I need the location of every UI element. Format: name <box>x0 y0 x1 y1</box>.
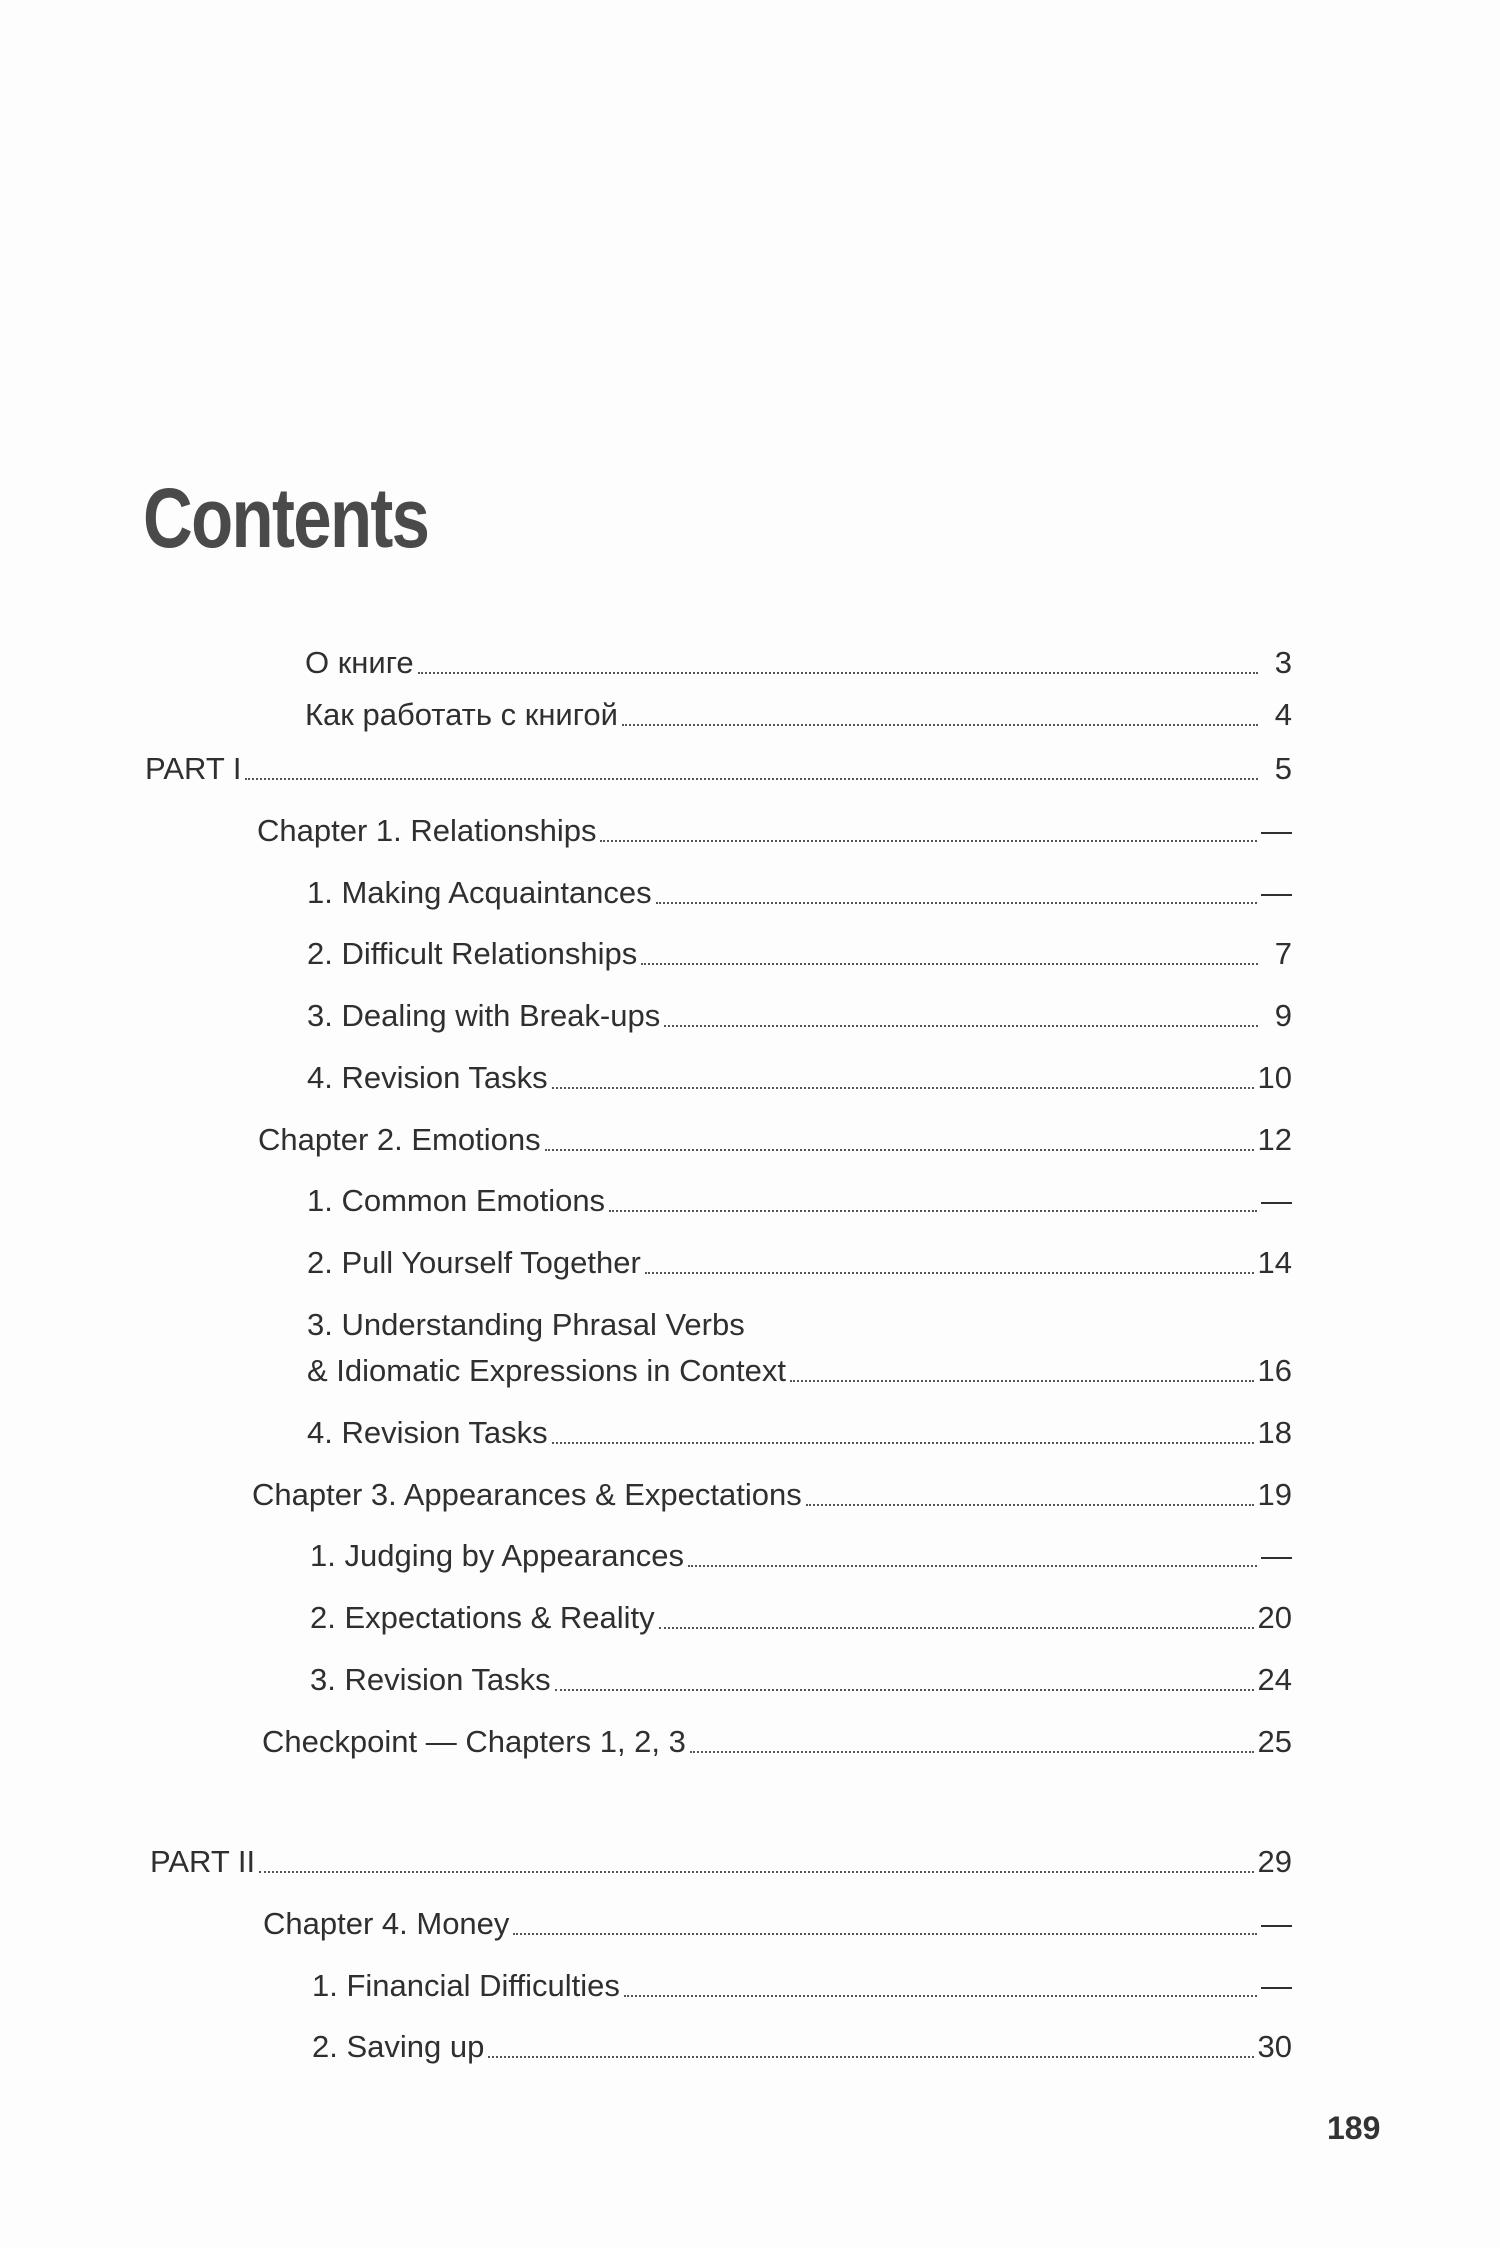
toc-entry-page: — <box>1261 875 1292 910</box>
toc-entry <box>307 1414 1292 1452</box>
dot-leader <box>688 1565 1257 1567</box>
toc-entry-page: 20 <box>1257 1600 1292 1635</box>
toc-entry-page: 14 <box>1257 1245 1292 1280</box>
toc-entry-page: 16 <box>1257 1353 1292 1388</box>
toc-entry-label: 2. Saving up <box>312 2029 485 2064</box>
toc-entry-label: 2. Expectations & Reality <box>310 1600 655 1635</box>
dot-leader <box>624 1995 1257 1997</box>
toc-entry-label: 1. Making Acquaintances <box>307 875 652 910</box>
dot-leader <box>645 1272 1254 1274</box>
toc-entry <box>310 1661 1292 1699</box>
toc-entry-page: 19 <box>1257 1477 1292 1512</box>
toc-entry-part <box>145 750 1292 788</box>
toc-entry-label: Как работать с книгой <box>305 697 618 732</box>
toc-entry-checkpoint <box>262 1723 1292 1761</box>
toc-entry-label: 4. Revision Tasks <box>307 1060 548 1095</box>
dot-leader <box>259 1871 1253 1873</box>
toc-entry-label: О книге <box>305 645 414 680</box>
toc-entry-page: 29 <box>1257 1844 1292 1879</box>
toc-entry-label: Chapter 4. Money <box>263 1906 510 1941</box>
dot-leader <box>552 1442 1254 1444</box>
toc-entry-page: 5 <box>1274 751 1292 786</box>
toc-entry-page: 10 <box>1257 1060 1292 1095</box>
toc-entry <box>310 1599 1292 1637</box>
toc-entry-page: 24 <box>1257 1662 1292 1697</box>
dot-leader <box>600 840 1257 842</box>
toc-entry-page: 4 <box>1274 697 1292 732</box>
toc-entry-page: 30 <box>1257 2029 1292 2064</box>
toc-entry <box>307 1352 1292 1390</box>
toc-entry <box>307 1182 1292 1220</box>
dot-leader <box>418 672 1258 674</box>
toc-entry-label: PART II <box>150 1844 256 1879</box>
toc-entry-page: 7 <box>1274 936 1292 971</box>
toc-entry <box>305 644 1292 682</box>
toc-entry-page: 12 <box>1257 1122 1292 1157</box>
toc-entry-label: PART I <box>145 751 242 786</box>
toc-entry <box>312 2028 1292 2066</box>
toc-entry <box>307 1059 1292 1097</box>
toc-entry-page: — <box>1261 1538 1292 1573</box>
toc-entry-page: — <box>1261 813 1292 848</box>
toc-entry-label: Chapter 1. Relationships <box>257 813 597 848</box>
toc-entry-label: 2. Pull Yourself Together <box>307 1245 641 1280</box>
toc-entry-label-line1: 3. Understanding Phrasal Verbs <box>307 1307 745 1342</box>
toc-entry-page: — <box>1261 1183 1292 1218</box>
dot-leader <box>690 1751 1254 1753</box>
dot-leader <box>513 1933 1257 1935</box>
dot-leader <box>609 1210 1257 1212</box>
toc-entry-chapter <box>252 1476 1292 1514</box>
page-title: Contents <box>143 471 429 565</box>
dot-leader <box>552 1087 1254 1089</box>
dot-leader <box>664 1025 1258 1027</box>
toc-entry-label: 2. Difficult Relationships <box>307 936 638 971</box>
toc-entry <box>310 1537 1292 1575</box>
toc-entry-label: & Idiomatic Expressions in Context <box>307 1353 786 1388</box>
toc-entry-label: 1. Common Emotions <box>307 1183 606 1218</box>
dot-leader <box>555 1689 1254 1691</box>
toc-entry-chapter <box>263 1905 1292 1943</box>
toc-entry-label: 1. Financial Difficulties <box>312 1968 620 2003</box>
toc-entry-chapter <box>257 812 1292 850</box>
dot-leader <box>245 778 1258 780</box>
dot-leader <box>659 1627 1254 1629</box>
dot-leader <box>790 1380 1254 1382</box>
dot-leader <box>488 2056 1253 2058</box>
toc-entry <box>307 1244 1292 1282</box>
toc-entry-part <box>150 1843 1292 1881</box>
toc-entry-label: Checkpoint — Chapters 1, 2, 3 <box>262 1724 686 1759</box>
toc-entry <box>307 874 1292 912</box>
toc-entry <box>307 997 1292 1035</box>
toc-entry <box>307 935 1292 973</box>
toc-entry-label: 1. Judging by Appearances <box>310 1538 684 1573</box>
toc-entry-label: 4. Revision Tasks <box>307 1415 548 1450</box>
toc-entry-page: 25 <box>1257 1724 1292 1759</box>
toc-entry-page: 9 <box>1274 998 1292 1033</box>
dot-leader <box>641 963 1258 965</box>
toc-entry-label: 3. Dealing with Break-ups <box>307 998 661 1033</box>
toc-entry-label: 3. Revision Tasks <box>310 1662 551 1697</box>
toc-entry-label: Chapter 3. Appearances & Expectations <box>252 1477 802 1512</box>
toc-entry-page: 18 <box>1257 1415 1292 1450</box>
dot-leader <box>656 902 1257 904</box>
toc-entry-page: 3 <box>1274 645 1292 680</box>
toc-entry-label: Chapter 2. Emotions <box>258 1122 541 1157</box>
dot-leader <box>622 724 1258 726</box>
toc-entry-page: — <box>1261 1968 1292 2003</box>
toc-entry <box>305 696 1292 734</box>
toc-entry <box>312 1967 1292 2005</box>
dot-leader <box>545 1149 1254 1151</box>
dot-leader <box>806 1504 1254 1506</box>
page-number: 189 <box>1327 2110 1381 2146</box>
toc-entry-page: — <box>1261 1906 1292 1941</box>
toc-entry-chapter <box>258 1121 1292 1159</box>
